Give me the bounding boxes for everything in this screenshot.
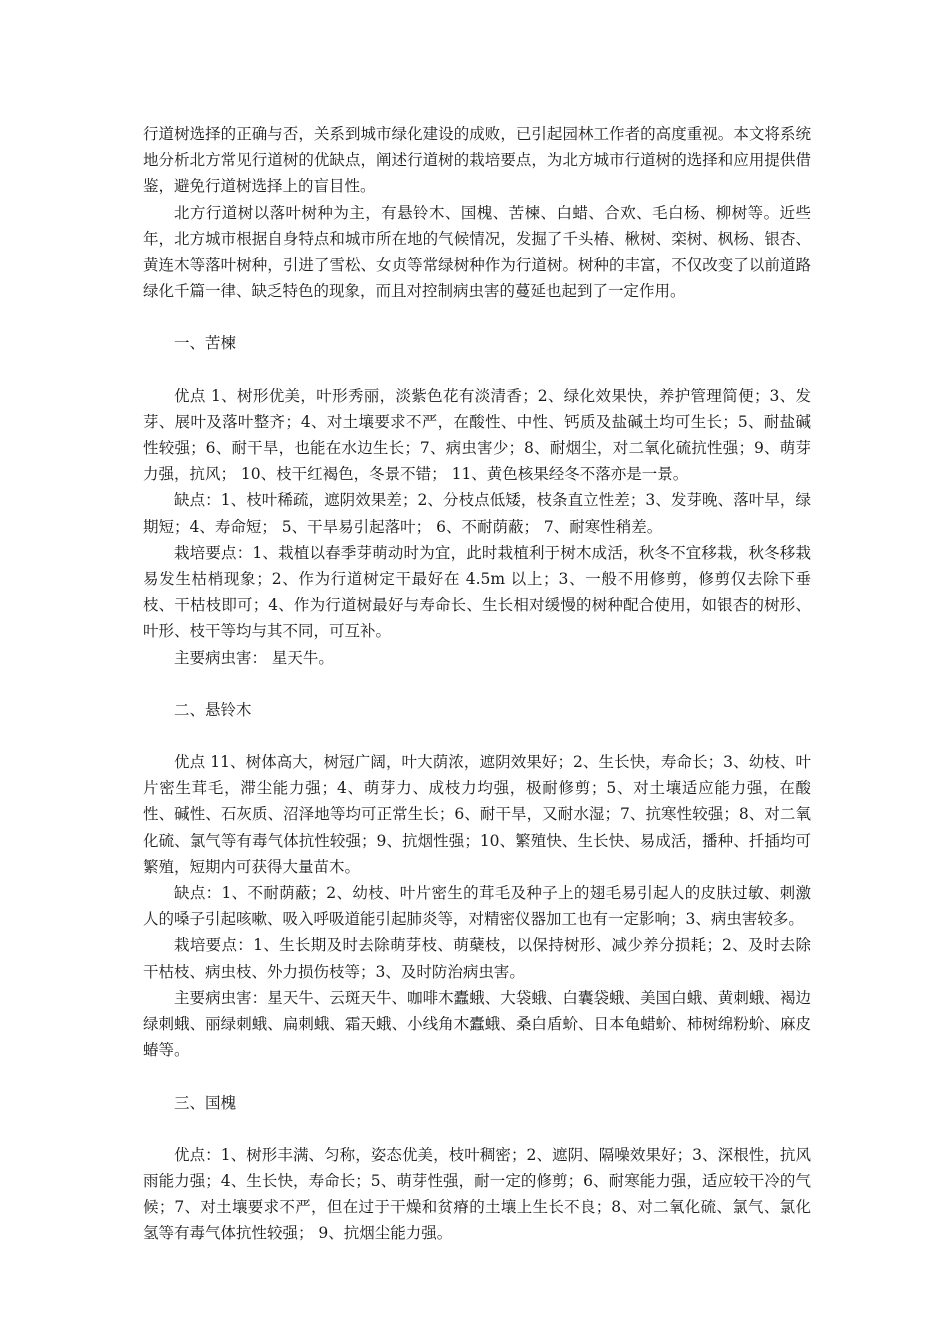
section-gap: [143, 671, 811, 697]
section-heading: 三、国槐: [174, 1093, 237, 1112]
section-heading: 一、苦楝: [174, 334, 237, 353]
section-gap: [143, 1116, 811, 1142]
intro-paragraph: 行道树选择的正确与否，关系到城市绿化建设的成败，已引起园林工作者的高度重视。本文将系统地分析北方常见行道树的优缺点，阐述行道树的栽培要点，为北方城市行道树的选择和应用提供借鉴，避免行道树选择上的盲目性。: [143, 125, 811, 196]
pests-paragraph: 主要病虫害：星天牛、云斑天牛、咖啡木蠹蛾、大袋蛾、白囊袋蛾、美国白蛾、黄刺蛾、褐边绿刺蛾、丽绿刺蛾、扁刺蛾、霜天蛾、小线角木蠹蛾、桑白盾蚧、日本龟蜡蚧、柿树绵粉蚧、麻皮蝽等。: [143, 988, 811, 1060]
section-gap: [143, 304, 811, 330]
advantages-paragraph: 优点 11、树体高大，树冠广阔，叶大荫浓，遮阴效果好；2、生长快，寿命长；3、幼枝、叶片密生茸毛，滞尘能力强；4、萌芽力、成枝力均强，极耐修剪；5、对土壤适应能力强，在酸性、碱性、石灰质、沼泽地等均可正常生长；6、耐干旱，又耐水湿；7、抗寒性较强；8、对二氧化硫、氯气等有毒气体抗性较强；9、抗烟性强；10、繁殖快、生长快、易成活，播种、扦插均可繁殖，短期内可获得大量苗木。: [143, 753, 811, 876]
section-heading: 二、悬铃木: [174, 700, 252, 719]
document-page: [143, 121, 811, 1247]
disadvantages-paragraph: 缺点：1、枝叶稀疏，遮阴效果差；2、分枝点低矮，枝条直立性差；3、发芽晚、落叶早，绿期短；4、寿命短； 5、干旱易引起落叶； 6、不耐荫蔽； 7、耐寒性稍差。: [143, 491, 811, 536]
section-gap: [143, 357, 811, 383]
pests-paragraph: 主要病虫害： 星天牛。: [174, 648, 334, 667]
disadvantages-paragraph: 缺点：1、不耐荫蔽；2、幼枝、叶片密生的茸毛及种子上的翅毛易引起人的皮肤过敏、刺激人的嗓子引起咳嗽、吸入呼吸道能引起肺炎等，对精密仪器加工也有一定影响；3、病虫害较多。: [143, 884, 811, 929]
advantages-paragraph: 优点：1、树形丰满、匀称，姿态优美，枝叶稠密；2、遮阴、隔噪效果好；3、深根性，抗风雨能力强；4、生长快，寿命长；5、萌芽性强，耐一定的修剪；6、耐寒能力强，适应较干冷的气候；7、对土壤要求不严，但在过于干燥和贫瘠的土壤上生长不良；8、对二氧化硫、氯气、氯化氢等有毒气体抗性较强； 9、抗烟尘能力强。: [143, 1145, 811, 1243]
section-gap: [143, 1064, 811, 1090]
section-gap: [143, 723, 811, 749]
cultivation-paragraph: 栽培要点：1、生长期及时去除萌芽枝、萌蘖枝，以保持树形、减少养分损耗；2、及时去除干枯枝、病虫枝、外力损伤枝等；3、及时防治病虫害。: [143, 936, 811, 981]
intro-paragraph: 北方行道树以落叶树种为主，有悬铃木、国槐、苦楝、白蜡、合欢、毛白杨、柳树等。近些年，北方城市根据自身特点和城市所在地的气候情况，发掘了千头椿、楸树、栾树、枫杨、银杏、黄连木等落叶树种，引进了雪松、女贞等常绿树种作为行道树。树种的丰富，不仅改变了以前道路绿化千篇一律、缺乏特色的现象，而且对控制病虫害的蔓延也起到了一定作用。: [143, 203, 811, 301]
advantages-paragraph: 优点 1、树形优美，叶形秀丽，淡紫色花有淡清香；2、绿化效果快，养护管理简便；3、发芽、展叶及落叶整齐；4、对土壤要求不严，在酸性、中性、钙质及盐碱土均可生长；5、耐盐碱性较强；6、耐干旱，也能在水边生长；7、病虫害少；8、耐烟尘，对二氧化硫抗性强；9、萌芽力强，抗风； 10、枝干红褐色，冬景不错； 11、黄色核果经冬不落亦是一景。: [143, 386, 811, 484]
cultivation-paragraph: 栽培要点：1、栽植以春季芽萌动时为宜，此时栽植利于树木成活，秋冬不宜移栽，秋冬移栽易发生枯梢现象；2、作为行道树定干最好在 4.5m 以上；3、一般不用修剪，修剪仅去除下垂枝、干枯枝即可；4、作为行道树最好与寿命长、生长相对缓慢的树种配合使用，如银杏的树形、叶形、枝干等均与其不同，可互补。: [143, 543, 811, 641]
